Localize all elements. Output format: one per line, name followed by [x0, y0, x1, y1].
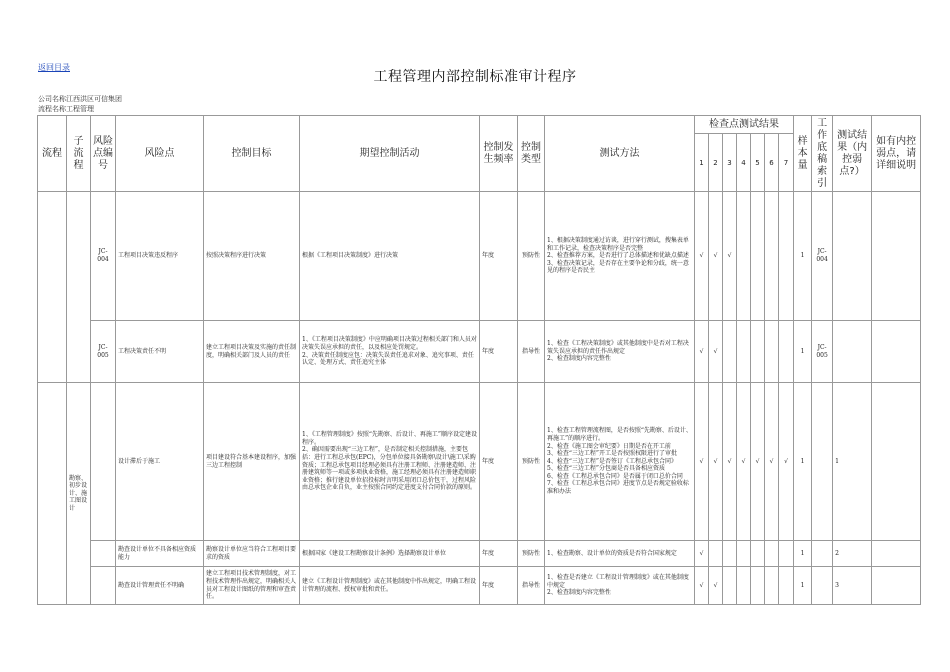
table-row [38, 383, 921, 541]
activity-cell: 根据《工程项目决策制度》进行决策 [300, 192, 480, 321]
check-cell: √ [709, 383, 723, 541]
frequency-cell: 年度 [480, 541, 518, 567]
check-cell: √ [695, 567, 709, 605]
risk-code-cell [91, 541, 116, 567]
check-cell [751, 192, 765, 321]
checkpoint-col-2: 2 [709, 134, 723, 192]
activity-cell: 根据国家《建设工程勘察设计条例》选择勘察设计单位 [300, 541, 480, 567]
checkpoint-col-3: 3 [723, 134, 737, 192]
check-cell: √ [779, 383, 794, 541]
header-checkpoint-results: 检查点测试结果 [695, 116, 794, 134]
objective-cell: 建立工程项目决策及实施的责任制度，明确相关部门及人员的责任 [204, 321, 300, 383]
check-cell: √ [695, 383, 709, 541]
check-cell [765, 192, 779, 321]
index-cell: JC-004 [812, 192, 833, 321]
result-cell: 1 [833, 383, 872, 541]
risk-cell: 工程决策责任不明 [116, 321, 204, 383]
result-cell: 3 [833, 567, 872, 605]
check-cell [779, 321, 794, 383]
sample-cell: 1 [794, 541, 812, 567]
subprocess-cell [67, 192, 91, 383]
check-cell: √ [723, 192, 737, 321]
risk-code-cell: JC-005 [91, 321, 116, 383]
test-method-cell: 1、检查工程管理流程图，是否按照“先勘察、后设计、再施工”的顺序进行。 2、检查《施工图会审纪要》日期是否在开工前 3、检查“三边工程”开工是否按照权限进行了审批 4、检查“三边工程”是否签订《工程总承包合同》 5、检查“三边工程”分包商是否具备相应资质 6、检查《工程总承包合同》是否属于闭口总价合同 7、检查《工程总承包合同》进度节点是否规定验收标准和办法 [545, 383, 695, 541]
checkpoint-col-7: 7 [779, 134, 794, 192]
header-process: 流程 [38, 116, 67, 192]
activity-cell: 1、《工程项目决策制度》中应明确项目决策过程相关部门和人员对决策失误应承担的责任，以及相应处罚规定。 2、决策责任制度应包：决策失误责任追求对象、追究事项、责任认定、处理方式、责任追究主体 [300, 321, 480, 383]
check-cell [737, 321, 751, 383]
check-cell [723, 321, 737, 383]
check-cell: √ [723, 383, 737, 541]
header-test-result: 测试结果（内控弱点?） [833, 116, 872, 192]
check-cell: √ [695, 192, 709, 321]
check-cell [765, 541, 779, 567]
sample-cell: 1 [794, 321, 812, 383]
weakness-cell [872, 541, 921, 567]
result-cell [833, 321, 872, 383]
sample-cell: 1 [794, 567, 812, 605]
header-control-objective: 控制目标 [204, 116, 300, 192]
check-cell [751, 567, 765, 605]
page-title: 工程管理内部控制标准审计程序 [373, 69, 577, 85]
index-cell: JC-005 [812, 321, 833, 383]
header-risk: 风险点 [116, 116, 204, 192]
control-type-cell: 指导性 [518, 567, 545, 605]
header-sample-size: 样本量 [794, 116, 812, 192]
check-cell [737, 567, 751, 605]
risk-code-cell [91, 383, 116, 541]
check-cell [751, 321, 765, 383]
risk-code-cell: JC-004 [91, 192, 116, 321]
sample-cell: 1 [794, 383, 812, 541]
control-type-cell: 预防性 [518, 383, 545, 541]
check-cell [765, 321, 779, 383]
frequency-cell: 年度 [480, 567, 518, 605]
activity-cell: 1、《工程管理制度》按照“先勘察、后设计、再施工”顺序设定建设程序。 2、确因需要出现“三边工程”，是否制定相关控制措施，主要包括：进行工程总承包(EPC)，分包单位接具备勘察\设计\施工\采购资质；工程总承包项目经理必须具有注册工程师、注册建造师、注册建筑师等一项或多项执业资格，施工经理必须具有注册建造师职业资格；推行建设单位招投标时言明采用闭口总价包干，过程风险由总承包企业自负，业主按照合同约定进度支付合同价款的原则。 [300, 383, 480, 541]
objective-cell: 项目建设符合基本建设程序，加强三边工程控制 [204, 383, 300, 541]
table-row [38, 541, 921, 567]
weakness-cell [872, 567, 921, 605]
check-cell: √ [709, 567, 723, 605]
check-cell: √ [695, 541, 709, 567]
header-test-method: 测试方法 [545, 116, 695, 192]
check-cell: √ [765, 383, 779, 541]
checkpoint-col-6: 6 [765, 134, 779, 192]
objective-cell: 按照决策程序进行决策 [204, 192, 300, 321]
result-cell [833, 192, 872, 321]
risk-code-cell [91, 567, 116, 605]
check-cell: √ [751, 383, 765, 541]
header-workpaper-index: 工作底稿索引 [812, 116, 833, 192]
checkpoint-col-5: 5 [751, 134, 765, 192]
index-cell [812, 541, 833, 567]
check-cell [737, 192, 751, 321]
check-cell: √ [737, 383, 751, 541]
index-cell [812, 383, 833, 541]
test-method-cell: 1、检查是否建立《工程设计管理制度》或在其他制度中规定 2、检查制度内容完整性 [545, 567, 695, 605]
process-name-line: 流程名称工程管理 [38, 105, 94, 113]
check-cell [723, 541, 737, 567]
header-subprocess: 子流程 [67, 116, 91, 192]
check-cell [723, 567, 737, 605]
weakness-cell [872, 321, 921, 383]
subprocess-cell: 勘察、初步设计、施工图设计 [67, 383, 91, 605]
check-cell: √ [709, 192, 723, 321]
header-expected-activity: 期望控制活动 [300, 116, 480, 192]
result-cell: 2 [833, 541, 872, 567]
control-type-cell: 预防性 [518, 541, 545, 567]
risk-cell: 勘查设计单位不具备相应资质能力 [116, 541, 204, 567]
header-weakness-desc: 如有内控弱点，请详细说明 [872, 116, 921, 192]
table-row [38, 321, 921, 383]
risk-cell: 设计滞后于施工 [116, 383, 204, 541]
header-risk-code: 风险点编号 [91, 116, 116, 192]
test-method-cell: 1、检查勘察、设计单位的资质是否符合国家规定 [545, 541, 695, 567]
frequency-cell: 年度 [480, 383, 518, 541]
frequency-cell: 年度 [480, 321, 518, 383]
audit-table [37, 115, 921, 605]
header-control-type: 控制类型 [518, 116, 545, 192]
weakness-cell [872, 383, 921, 541]
activity-cell: 建立《工程设计管理制度》或在其他制度中作出规定，明确工程设计管理的流程、授权审批和责任。 [300, 567, 480, 605]
check-cell [779, 567, 794, 605]
process-cell [38, 383, 67, 605]
frequency-cell: 年度 [480, 192, 518, 321]
check-cell [779, 192, 794, 321]
table-row [38, 192, 921, 321]
index-cell [812, 567, 833, 605]
control-type-cell: 预防性 [518, 192, 545, 321]
company-name-line: 公司名称江西洪区可信集团 [38, 95, 122, 103]
check-cell [751, 541, 765, 567]
sample-cell: 1 [794, 192, 812, 321]
objective-cell: 勘察设计单位应当符合工程项目要求的资质 [204, 541, 300, 567]
header-frequency: 控制发生频率 [480, 116, 518, 192]
test-method-cell: 1、根据决策制度通过访谈，进行穿行测试，搜集表单和工作记录，检查决策程序是否完整 2、检查推荐方案，是否进行了总体描述和优缺点描述 3、检查决策记录，是否存在主要争论和分歧，统一意见的程序是否民主 [545, 192, 695, 321]
checkpoint-col-1: 1 [695, 134, 709, 192]
objective-cell: 建立工程项目技术管理制度，对工程技术管理作出规定，明确相关人员对工程设计图纸的管理和审查责任。 [204, 567, 300, 605]
test-method-cell: 1、检查《工程决策制度》或其他制度中是否对工程决策失误应承担的责任作出规定 2、检查制度内容完整性 [545, 321, 695, 383]
check-cell: √ [709, 321, 723, 383]
check-cell [765, 567, 779, 605]
risk-cell: 勘查设计管理责任不明确 [116, 567, 204, 605]
table-row [38, 567, 921, 605]
check-cell [779, 541, 794, 567]
process-cell [38, 192, 67, 383]
check-cell [737, 541, 751, 567]
back-to-contents-link[interactable]: 返回目录 [38, 63, 70, 72]
weakness-cell [872, 192, 921, 321]
checkpoint-col-4: 4 [737, 134, 751, 192]
check-cell: √ [695, 321, 709, 383]
control-type-cell: 指导性 [518, 321, 545, 383]
risk-cell: 工程项目决策违反程序 [116, 192, 204, 321]
check-cell [709, 541, 723, 567]
